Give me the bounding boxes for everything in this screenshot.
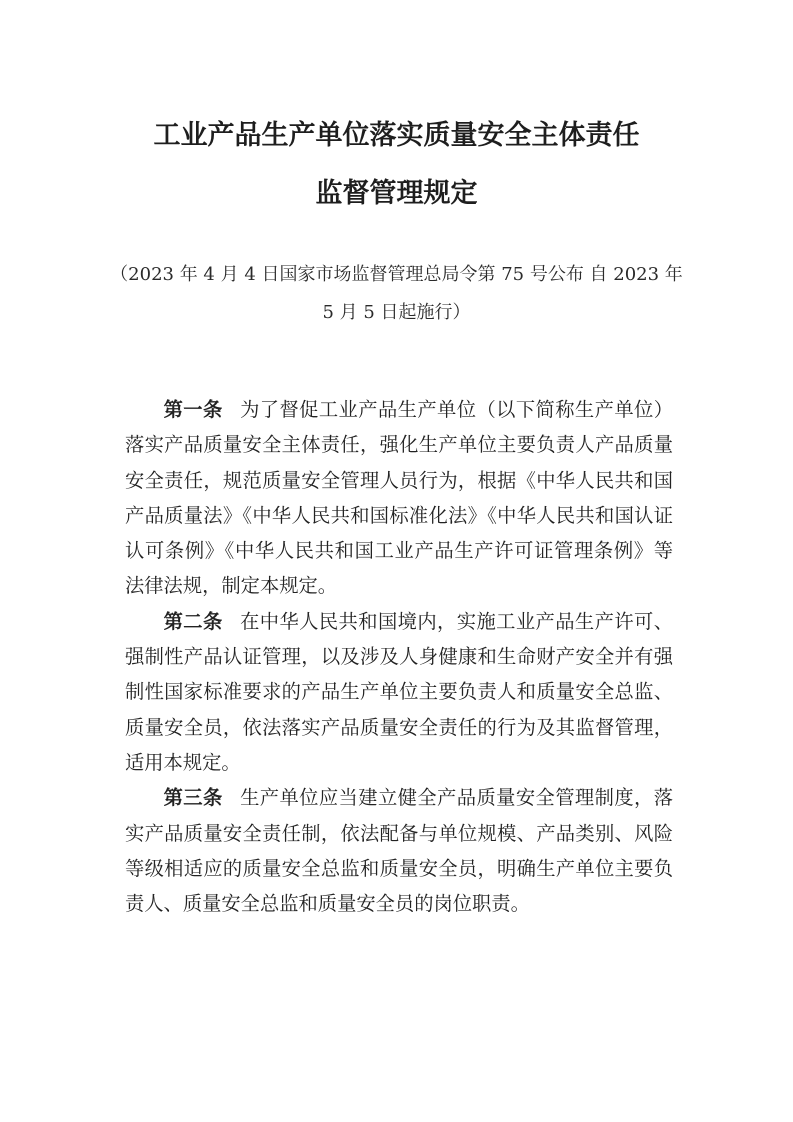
article-text: 在中华人民共和国境内，实施工业产品生产许可、强制性产品认证管理，以及涉及人身健康和生命财产安全并有强制性国家标准要求的产品生产单位主要负责人和质量安全总监、质量安全员，依法落实产品质量安全责任的行为及其监督管理，适用本规定。 [125, 609, 674, 774]
article-number: 第一条 [163, 398, 223, 421]
article-1 [125, 392, 673, 604]
document-title [100, 107, 693, 223]
issuance-line-1: （2023 年 4 月 4 日国家市场监督管理总局令第 75 号公布 自 2023 年 [110, 264, 683, 285]
article-3 [125, 780, 673, 921]
issuance-line-2: 5 月 5 日起施行） [322, 302, 471, 323]
article-text: 为了督促工业产品生产单位（以下简称生产单位）落实产品质量安全主体责任，强化生产单位主要负责人产品质量安全责任，规范质量安全管理人员行为，根据《中华人民共和国产品质量法》《中华人民共和国标准化法》《中华人民共和国认证认可条例》《中华人民共和国工业产品生产许可证管理条例》等法律法规，制定本规定。 [125, 398, 674, 598]
article-2 [125, 604, 673, 780]
title-line-1: 工业产品生产单位落实质量安全主体责任 [153, 120, 640, 151]
document-body [125, 392, 673, 921]
title-line-2: 监督管理规定 [315, 178, 478, 209]
issuance-note [100, 256, 693, 332]
article-number: 第二条 [163, 609, 223, 633]
article-number: 第三条 [163, 786, 223, 810]
article-text: 生产单位应当建立健全产品质量安全管理制度，落实产品质量安全责任制，依法配备与单位规模、产品类别、风险等级相适应的质量安全总监和质量安全员，明确生产单位主要负责人、质量安全总监和质量安全员的岗位职责。 [125, 786, 674, 916]
